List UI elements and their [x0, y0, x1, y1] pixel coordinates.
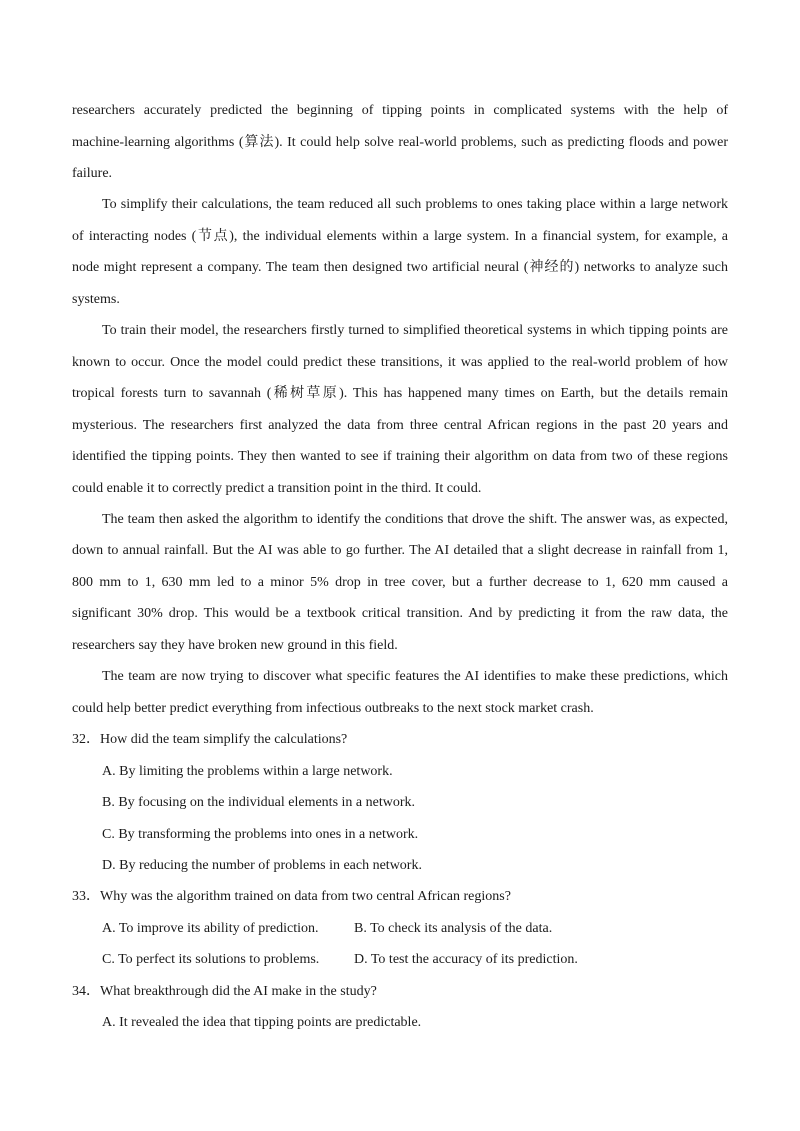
p5-line-1: The team are now trying to discover what specific features the AI identifies to make these predictions, which — [102, 669, 728, 684]
p2-line-3: node might represent a company. The team then designed two artificial neural (神经的) networks to analyze such — [72, 260, 728, 275]
p4-line-2: down to annual rainfall. But the AI was able to go further. The AI detailed that a slight decrease in rainfall from 1, — [72, 543, 728, 558]
p4-line-5: researchers say they have broken new ground in this field. — [72, 638, 398, 653]
question-32-option-b: B. By focusing on the individual elements in a network. — [102, 795, 416, 810]
question-34-option-a: A. It revealed the idea that tipping points are predictable. — [102, 1015, 422, 1030]
p2-line-2: of interacting nodes (节点), the individual elements within a large system. In a financial system, for example, a — [72, 229, 728, 244]
question-32-stem: 32．How did the team simplify the calculations? — [72, 732, 348, 747]
p1-line-1: researchers accurately predicted the beginning of tipping points in complicated systems with the help of — [72, 103, 728, 118]
p2-line-4: systems. — [72, 292, 120, 307]
question-33-option-d: D. To test the accuracy of its prediction. — [354, 952, 578, 967]
p3-line-3: tropical forests turn to savannah (稀树草原). This has happened many times on Earth, but the details remain — [72, 386, 728, 401]
p4-line-4: significant 30% drop. This would be a textbook critical transition. And by predicting it from the raw data, the — [72, 606, 728, 621]
question-33-stem: 33．Why was the algorithm trained on data from two central African regions? — [72, 889, 511, 904]
question-33-option-a: A. To improve its ability of prediction. — [102, 921, 319, 936]
p4-line-3: 800 mm to 1, 630 mm led to a minor 5% drop in tree cover, but a further decrease to 1, 620 mm caused a — [72, 575, 728, 590]
p3-line-5: identified the tipping points. They then wanted to see if training their algorithm on data from two of these regions — [72, 449, 728, 464]
p1-line-2: machine-learning algorithms (算法). It could help solve real-world problems, such as predicting floods and power — [72, 135, 728, 150]
p3-line-2: known to occur. Once the model could predict these transitions, it was applied to the real-world problem of how — [72, 355, 728, 370]
p1-line-3: failure. — [72, 166, 113, 181]
question-32-option-c: C. By transforming the problems into ones in a network. — [102, 827, 419, 842]
question-33-option-c: C. To perfect its solutions to problems. — [102, 952, 320, 967]
p3-line-6: could enable it to correctly predict a transition point in the third. It could. — [72, 481, 482, 496]
p3-line-1: To train their model, the researchers firstly turned to simplified theoretical systems in which tipping points are — [102, 323, 728, 338]
p2-line-1: To simplify their calculations, the team reduced all such problems to ones taking place within a large network — [102, 197, 728, 212]
p4-line-1: The team then asked the algorithm to identify the conditions that drove the shift. The answer was, as expected, — [102, 512, 728, 527]
question-32-option-d: D. By reducing the number of problems in each network. — [102, 858, 422, 873]
p3-line-4: mysterious. The researchers first analyzed the data from three central African regions in the past 20 years and — [72, 418, 728, 433]
question-34-stem: 34．What breakthrough did the AI make in the study? — [72, 984, 377, 999]
question-32-option-a: A. By limiting the problems within a large network. — [102, 764, 393, 779]
p5-line-2: could help better predict everything from infectious outbreaks to the next stock market crash. — [72, 701, 594, 716]
question-33-option-b: B. To check its analysis of the data. — [354, 921, 553, 936]
